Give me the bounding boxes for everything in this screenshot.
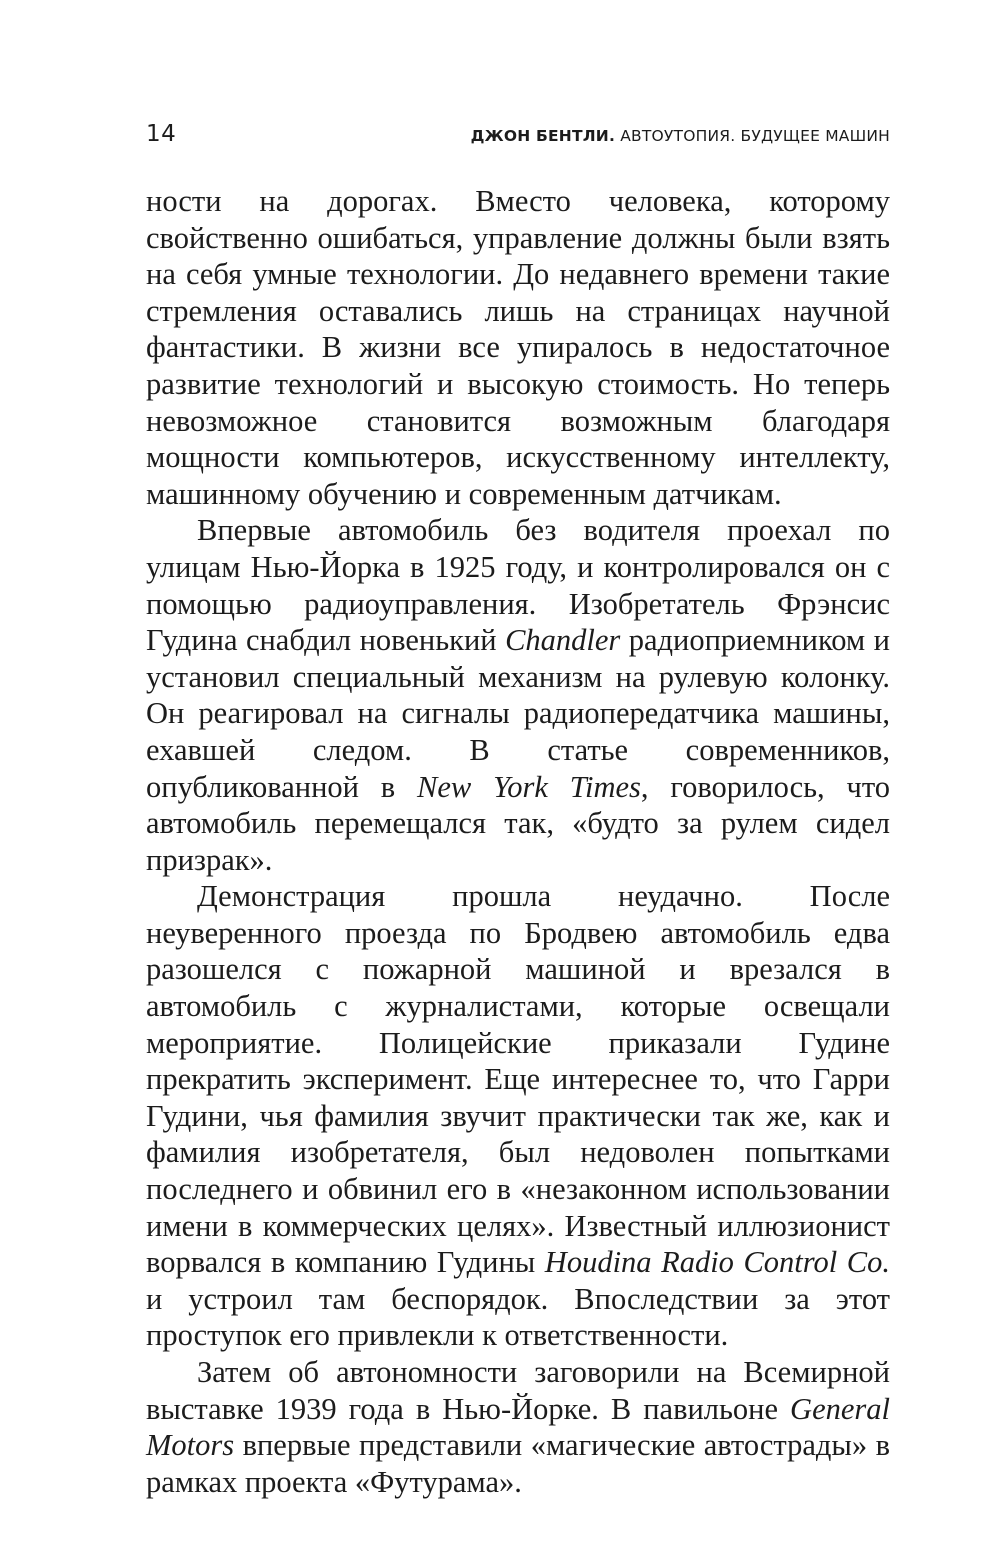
body-text bbox=[146, 183, 890, 1500]
text-run: ности на дорогах. Вместо человека, которому свойственно ошибаться, управление должны были взять на себя умные технологии. До недавнего времени такие стремления оставались лишь на страницах научной фантастики. В жизни все упиралось в недостаточное развитие технологий и высокую стоимость. Но теперь невозможное становится возможным благодаря мощности компьютеров, искусственному интеллекту, машинному обучению и современным датчикам. bbox=[146, 184, 890, 511]
paragraph bbox=[146, 512, 890, 878]
text-run: Демонстрация прошла неудачно. После неуверенного проезда по Бродвею автомобиль едва разошелся с пожарной машиной и врезался в автомобиль с журналистами, которые освещали мероприятие. Полицейские приказали Гудине прекратить эксперимент. Еще интереснее то, что Гарри Гудини, чья фамилия звучит практически так же, как и фамилия изобретателя, был недоволен попытками последнего и обвинил его в «незаконном использовании имени в коммерческих целях». Известный иллюзионист ворвался в компанию Гудины bbox=[146, 879, 890, 1280]
paragraph bbox=[146, 183, 890, 512]
italic-title: New York Times bbox=[417, 769, 641, 804]
text-run: радиоприемником и установил специальный механизм на рулевую колонку. Он реагировал на сигналы радиопередатчика машины, ехавшей следом. В статье современников, опубликованной в bbox=[146, 623, 890, 804]
paragraph bbox=[146, 1354, 890, 1500]
text-run: Впервые автомобиль без водителя проехал по улицам Нью-Йорка в 1925 году, и контролировался он с помощью радиоуправления. Изобретатель Фрэнсис Гудина снабдил новенький bbox=[146, 513, 890, 658]
running-head bbox=[146, 121, 890, 153]
italic-title: Chandler bbox=[505, 623, 621, 658]
text-run: Затем об автономности заговорили на Всемирной выставке 1939 года в Нью-Йорке. В павильоне bbox=[146, 1355, 890, 1426]
header-book-title: АВТОУТОПИЯ. БУДУЩЕЕ МАШИН bbox=[620, 127, 890, 145]
header-author: ДЖОН БЕНТЛИ. bbox=[470, 127, 616, 145]
text-run: , говорилось, что автомобиль перемещался так, «будто за рулем сидел призрак». bbox=[146, 769, 890, 877]
running-title bbox=[471, 127, 890, 145]
text-run: и устроил там беспорядок. Впоследствии за этот проступок его привлекли к ответственности. bbox=[146, 1281, 890, 1353]
page-number: 14 bbox=[146, 121, 177, 147]
italic-title: Houdina Radio Control Co. bbox=[544, 1245, 890, 1280]
italic-title: General Motors bbox=[146, 1391, 890, 1463]
paragraph bbox=[146, 878, 890, 1354]
text-run: впервые представили «магические автострады» в рамках проекта «Футурама». bbox=[146, 1428, 890, 1499]
